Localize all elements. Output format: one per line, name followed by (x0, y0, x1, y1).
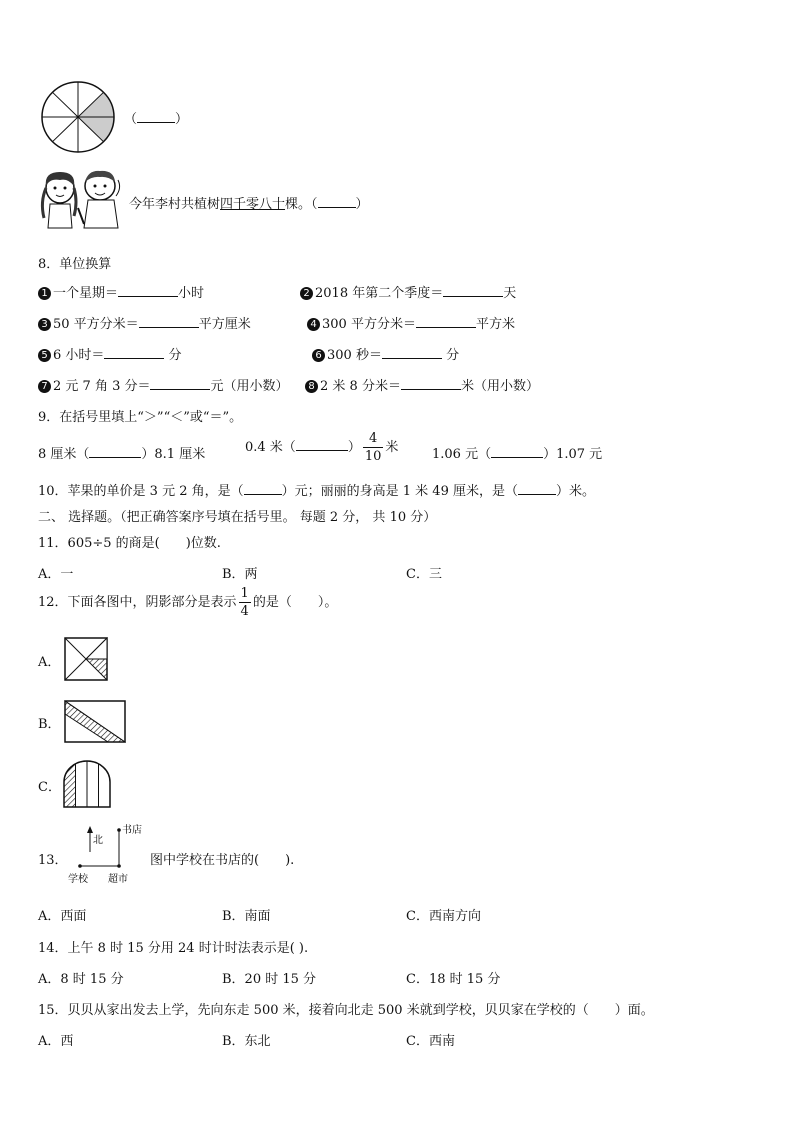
q8-item-5: 5 6 小时＝ 分 (38, 344, 182, 363)
q8-item-6: 6 300 秒＝ 分 (312, 344, 459, 363)
q13-option-c[interactable]: C．西南方向 (406, 909, 481, 924)
q9-part-c: 1.06 元（ ）1.07 元 (432, 447, 603, 462)
q9-part-a: 8 厘米（ ）8.1 厘米 (38, 447, 206, 462)
map-bookstore-label: 书店 (122, 825, 142, 836)
q14-option-c[interactable]: C．18 时 15 分 (406, 972, 501, 987)
answer-blank[interactable] (382, 358, 442, 359)
q14-option-a[interactable]: A．8 时 15 分 (38, 972, 124, 987)
q8-item-3: 3 50 平方分米＝ 平方厘米 (38, 313, 251, 332)
answer-blank[interactable] (416, 327, 476, 328)
q12-option-c-label[interactable]: C． (38, 780, 61, 795)
q8-item-1: 1 一个星期＝ 小时 (38, 282, 204, 301)
answer-blank[interactable] (139, 327, 199, 328)
q14-text: 14．上午 8 时 15 分用 24 时计时法表示是( ). (38, 941, 309, 956)
q13-number: 13． (38, 853, 68, 868)
q9-part-b: 0.4 米（ ） $\frac{4}{10}$ 米 (245, 431, 399, 464)
q8-item-8: 8 2 米 8 分米＝ 米（用小数） (305, 375, 539, 394)
q8-item-2: 2 2018 年第二个季度＝ 天 (300, 282, 516, 301)
q13-map (64, 822, 154, 888)
q11-option-c[interactable]: C．三 (406, 567, 442, 582)
q15-option-a[interactable]: A．西 (38, 1034, 74, 1049)
answer-blank[interactable] (518, 494, 556, 495)
answer-blank[interactable] (118, 296, 178, 297)
q14-option-b[interactable]: B．20 时 15 分 (222, 972, 317, 987)
q12-option-a-label[interactable]: A． (38, 655, 61, 670)
q9-title: 9．在括号里填上“＞”“＜”或“＝”。 (38, 410, 243, 425)
q12-figure-a (64, 637, 108, 681)
q12-figure-c (62, 760, 112, 808)
q12-figure-b (64, 700, 126, 743)
q15-option-c[interactable]: C．西南 (406, 1034, 455, 1049)
q-tree-text: 今年李村共植树四千零八十棵。（ ） (129, 197, 369, 212)
section-2-heading: 二、 选择题。（把正确答案序号填在括号里。 每题 2 分， 共 10 分） (38, 510, 437, 525)
q11-text: 11．605÷5 的商是( )位数. (38, 536, 221, 551)
fraction: $\frac{1}{4}$ (240, 586, 249, 619)
map-school-label: 学校 (68, 874, 88, 885)
pie-answer: （ ） (124, 112, 189, 127)
map-market-label: 超市 (108, 874, 128, 885)
q15-text: 15．贝贝从家出发去上学，先向东走 500 米，接着向北走 500 米就到学校，贝贝家在学校的（ ）面。 (38, 1003, 654, 1018)
answer-blank[interactable] (150, 389, 210, 390)
q13-option-b[interactable]: B．南面 (222, 909, 271, 924)
answer-blank[interactable] (491, 457, 543, 458)
answer-blank[interactable] (89, 457, 141, 458)
q12-option-b-label[interactable]: B． (38, 717, 61, 732)
pie-figure (38, 80, 118, 154)
q8-item-7: 7 2 元 7 角 3 分＝ 元（用小数） (38, 375, 289, 394)
map-north-label: 北 (93, 835, 103, 846)
answer-blank[interactable] (137, 122, 175, 123)
answer-blank[interactable] (401, 389, 461, 390)
fraction: $\frac{4}{10}$ (364, 431, 382, 464)
q13-text: 图中学校在书店的( ). (150, 853, 295, 868)
answer-blank[interactable] (104, 358, 164, 359)
q12-text: 12．下面各图中，阴影部分是表示 $\frac{1}{4}$ 的是（ ）。 (38, 586, 338, 619)
q8-item-4: 4 300 平方分米＝ 平方米 (307, 313, 515, 332)
answer-blank[interactable] (296, 450, 348, 451)
q15-option-b[interactable]: B．东北 (222, 1034, 271, 1049)
answer-blank[interactable] (244, 494, 282, 495)
q11-option-a[interactable]: A．一 (38, 567, 74, 582)
q11-option-b[interactable]: B．两 (222, 567, 258, 582)
q13-option-a[interactable]: A．西面 (38, 909, 87, 924)
q10-text: 10．苹果的单价是 3 元 2 角，是（ ）元；丽丽的身高是 1 米 49 厘米，是（ ）米。 (38, 484, 595, 499)
q8-title: 8．单位换算 (38, 257, 112, 272)
answer-blank[interactable] (443, 296, 503, 297)
children-planting-illustration (38, 168, 124, 230)
answer-blank[interactable] (318, 207, 356, 208)
